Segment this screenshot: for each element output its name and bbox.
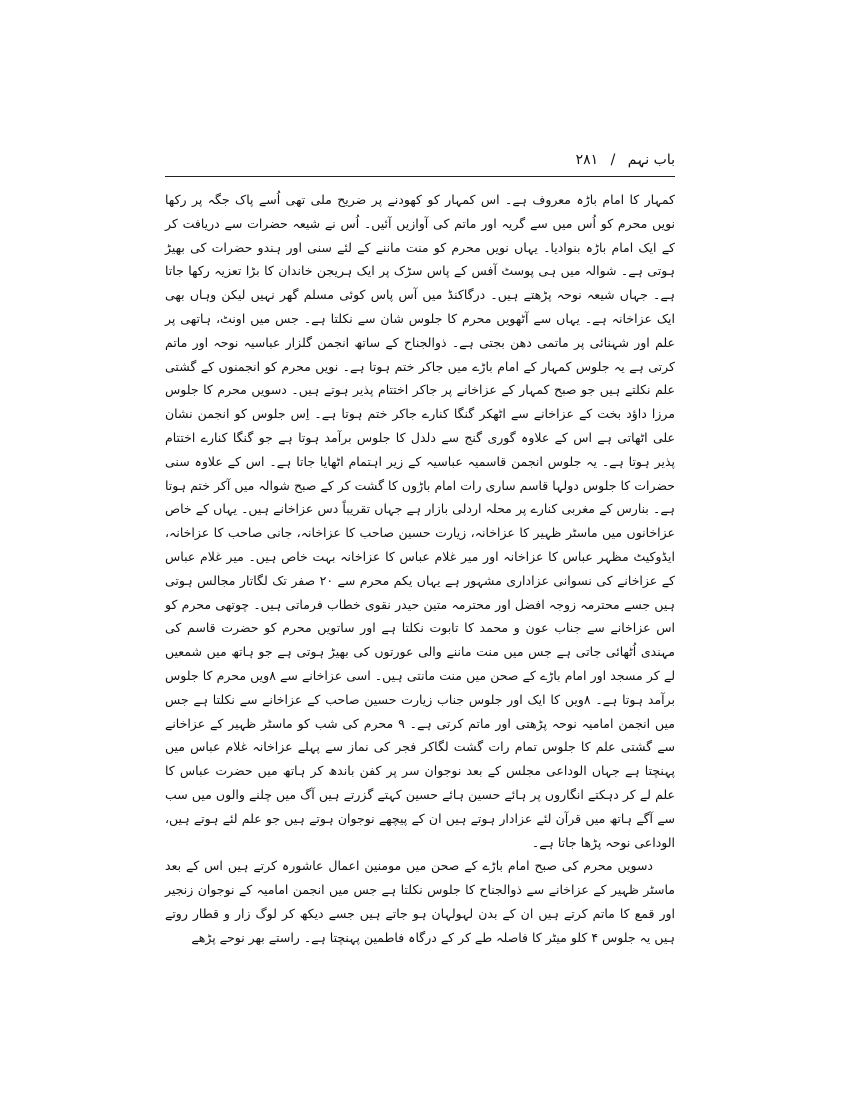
running-header (165, 148, 675, 172)
page-number: ۲۸۱ (575, 152, 599, 168)
paragraph-2: دسویں محرم کی صبح امام باڑے کے صحن میں مومنین اعمال عاشورہ کرتے ہیں اس کے بعد ماسٹر ظہیر کے عزاخانے سے ذوالجناح کا جلوس نکلتا ہے جس میں انجمن امامیہ کے نوجوان زنجیر اور قمع کا ماتم کرتے ہیں ان کے بدن لہولہان ہو جاتے ہیں جسے دیکھ کر لوگ زار و قطار روتے ہیں یہ جلوس ۴ کلو میٹر کا فاصلہ طے کر کے درگاہ فاطمین پہنچتا ہے۔ راستے بھر نوحے پڑھے (165, 858, 675, 945)
header-separator: / (610, 152, 616, 168)
body-text (165, 188, 675, 950)
paragraph-1: کمہار کا امام باڑہ معروف ہے۔ اس کمہار کو کھودنے پر ضریح ملی تھی اُسے پاک جگہ پر رکھا نویں محرم کو اُس میں سے گریہ اور ماتم کی آوازیں آئیں۔ اُس نے شیعہ حضرات سے دریافت کر کے ایک امام باڑہ بنوادیا۔ یہاں نویں محرم کو منت ماننے کے لئے سنی اور ہندو حضرات کی بھیڑ ہوتی ہے۔ شوالہ میں ہی پوسٹ آفس کے پاس سڑک پر ایک ہریجن خاندان کا بڑا تعزیہ رکھا جاتا ہے۔ جہاں شیعہ نوحہ پڑھتے ہیں۔ درگاکنڈ میں آس پاس کوئی مسلم گھر نہیں لیکن وہاں بھی ایک عزاخانہ ہے۔ یہاں سے آٹھویں محرم کا جلوس شان سے نکلتا ہے۔ جس میں اونٹ، ہاتھی پر علم اور شہنائی پر ماتمی دھن بجتی ہے۔ ذوالجناح کے ساتھ انجمن گلزار عباسیہ نوحہ اور ماتم کرتی ہے یہ جلوس کمہار کے امام باڑے میں جاکر ختم ہوتا ہے۔ نویں محرم کو انجمنوں کے گشتی علم نکلتے ہیں جو صبح کمہار کے عزاخانے پر جاکر اختتام پذیر ہوتے ہیں۔ دسویں محرم کا جلوس مرزا داؤد بخت کے عزاخانے سے اٹھکر گنگا کنارے جاکر ختم ہوتا ہے۔ اِس جلوس کو انجمن نشان علی اٹھاتی ہے اس کے علاوہ گوری گنج سے دلدل کا جلوس برآمد ہوتا ہے جو گنگا کنارے اختتام پذیر ہوتا ہے۔ یہ جلوس انجمن قاسمیہ عباسیہ کے زیر اہتمام اٹھایا جاتا ہے۔ اس کے علاوہ سنی حضرات کا جلوس دولہا قاسم ساری رات امام باڑوں کا گشت کر کے صبح شوالہ میں آکر ختم ہوتا ہے۔ بنارس کے مغربی کنارے پر محلہ اردلی بازار ہے جہاں تقریباً دس عزاخانے ہیں۔ یہاں کے خاص عزاخانوں میں ماسٹر ظہیر کا عزاخانہ، زیارت حسین صاحب کا عزاخانہ، جانی صاحب کا عزاخانہ، ایڈوکیٹ مظہر عباس کا عزاخانہ اور میر غلام عباس کا عزاخانہ بہت خاص ہیں۔ میر غلام عباس کے عزاخانے کی نسوانی عزاداری مشہور ہے یہاں یکم محرم سے ۲۰ صفر تک لگاتار مجالس ہوتی ہیں جسے محترمہ زوجہ افضل اور محترمہ متین حیدر نقوی خطاب فرماتی ہیں۔ چوتھی محرم کو اس عزاخانے سے جناب عون و محمد کا تابوت نکلتا ہے اور ساتویں محرم کو حضرت قاسم کی مہندی اُٹھائی جاتی ہے جس میں منت ماننے والی عورتوں کی بھیڑ ہوتی ہے جو ہاتھ میں شمعیں لے کر مسجد اور امام باڑے کے صحن میں منت مانتی ہیں۔ اسی عزاخانے سے ۸ویں محرم کا جلوس برآمد ہوتا ہے۔ ۸ویں کا ایک اور جلوس جناب زیارت حسین صاحب کے عزاخانے سے نکلتا ہے جس میں انجمن امامیہ نوحہ پڑھتی اور ماتم کرتی ہے۔ ۹ محرم کی شب کو ماسٹر ظہیر کے عزاخانے سے گشتی علم کا جلوس تمام رات گشت لگاکر فجر کی نماز سے پہلے عزاخانہ غلام عباس میں پہنچتا ہے جہاں الوداعی مجلس کے بعد نوجوان سر پر کفن باندھ کر ہاتھ میں حضرت عباس کا علم لے کر دہکتے انگاروں پر ہائے حسین ہائے حسین کہتے گزرتے ہیں آگ میں چلنے والوں میں سب سے آگے ہاتھ میں قرآن لئے عزادار ہوتے ہیں ان کے پیچھے نوجوان ہوتے ہیں جو علم لئے ہوتے ہیں، الوداعی نوحہ پڑھا جاتا ہے۔ (165, 192, 676, 850)
chapter-title: باب نہم (627, 152, 675, 168)
header-rule (165, 176, 675, 177)
